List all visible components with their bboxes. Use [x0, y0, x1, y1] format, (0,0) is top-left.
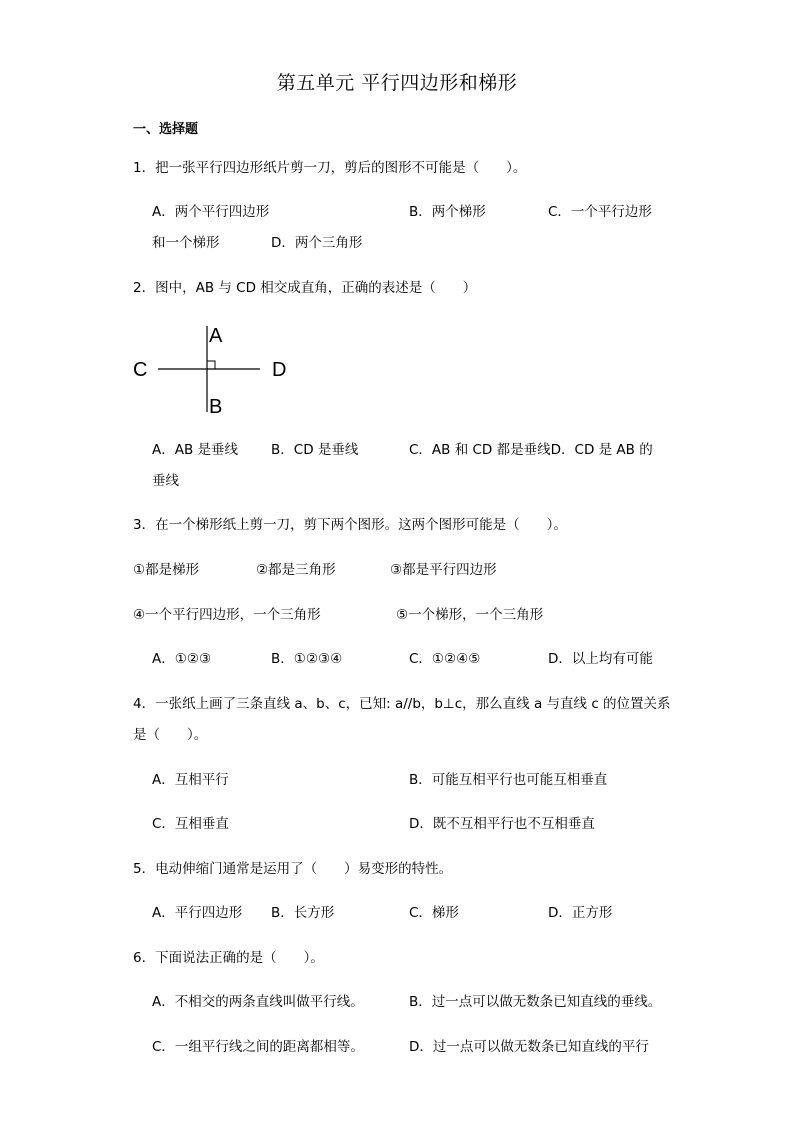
question-2-option-c[interactable]: C．AB 和 CD 都是垂线D．CD 是 AB 的 [409, 442, 653, 458]
perpendicular-lines-diagram [128, 318, 298, 418]
question-6-option-a[interactable]: A．不相交的两条直线叫做平行线。 [152, 994, 364, 1010]
label-b: B [209, 396, 223, 418]
question-1-option-d[interactable]: D．两个三角形 [271, 235, 363, 251]
page-title: 第五单元 平行四边形和梯形 [276, 72, 518, 94]
question-5-option-b[interactable]: B．长方形 [271, 905, 335, 921]
question-2-option-b[interactable]: B．CD 是垂线 [271, 442, 359, 458]
question-3-statement-3: ③都是平行四边形 [390, 562, 497, 578]
section-heading: 一、选择题 [133, 122, 199, 137]
question-3-option-a[interactable]: A．①②③ [152, 651, 212, 667]
question-3-option-b[interactable]: B．①②③④ [271, 651, 343, 667]
label-a: A [209, 325, 223, 347]
question-3-statement-1: ①都是梯形 [133, 562, 200, 578]
question-5-stem: 5．电动伸缩门通常是运用了（ ）易变形的特性。 [133, 861, 453, 877]
question-6-option-d[interactable]: D．过一点可以做无数条已知直线的平行 [409, 1039, 649, 1055]
question-3-option-c[interactable]: C．①②④⑤ [409, 651, 481, 667]
question-6-stem: 6．下面说法正确的是（ ）。 [133, 950, 324, 966]
question-3-statement-5: ⑤一个梯形，一个三角形 [396, 607, 544, 623]
question-1-option-c-continued: 和一个梯形 [152, 235, 220, 251]
question-2-stem: 2．图中，AB 与 CD 相交成直角，正确的表述是（ ） [133, 280, 477, 296]
question-6-option-b[interactable]: B．过一点可以做无数条已知直线的垂线。 [409, 994, 662, 1010]
question-5-option-c[interactable]: C．梯形 [409, 905, 459, 921]
question-4-option-d[interactable]: D．既不互相平行也不互相垂直 [409, 816, 595, 832]
question-1-option-c[interactable]: C．一个平行边形 [548, 204, 652, 220]
question-4-option-a[interactable]: A．互相平行 [152, 772, 229, 788]
question-5-option-d[interactable]: D．正方形 [548, 905, 613, 921]
question-5-option-a[interactable]: A．平行四边形 [152, 905, 243, 921]
question-3-statement-2: ②都是三角形 [256, 562, 336, 578]
question-3-option-d[interactable]: D．以上均有可能 [548, 651, 653, 667]
label-c: C [133, 359, 148, 381]
label-d: D [272, 359, 287, 381]
question-1-option-b[interactable]: B．两个梯形 [409, 204, 486, 220]
question-1-option-a[interactable]: A．两个平行四边形 [152, 204, 270, 220]
question-3-stem: 3．在一个梯形纸上剪一刀，剪下两个图形。这两个图形可能是（ ）。 [133, 517, 567, 533]
question-1-stem: 1．把一张平行四边形纸片剪一刀，剪后的图形不可能是（ ）。 [133, 160, 527, 176]
question-2-option-a[interactable]: A．AB 是垂线 [152, 442, 239, 458]
question-2-option-d-continued: 垂线 [152, 473, 179, 489]
question-6-option-c[interactable]: C．一组平行线之间的距离都相等。 [152, 1039, 364, 1055]
question-3-statement-4: ④一个平行四边形，一个三角形 [133, 607, 321, 623]
question-4-stem-continued: 是（ ）。 [133, 727, 208, 743]
question-4-option-c[interactable]: C．互相垂直 [152, 816, 229, 832]
question-4-option-b[interactable]: B．可能互相平行也可能互相垂直 [409, 772, 608, 788]
right-angle-mark [207, 361, 215, 369]
question-4-stem: 4．一张纸上画了三条直线 a、b、c，已知: a//b，b⊥c，那么直线 a 与直线 c 的位置关系 [133, 696, 671, 712]
